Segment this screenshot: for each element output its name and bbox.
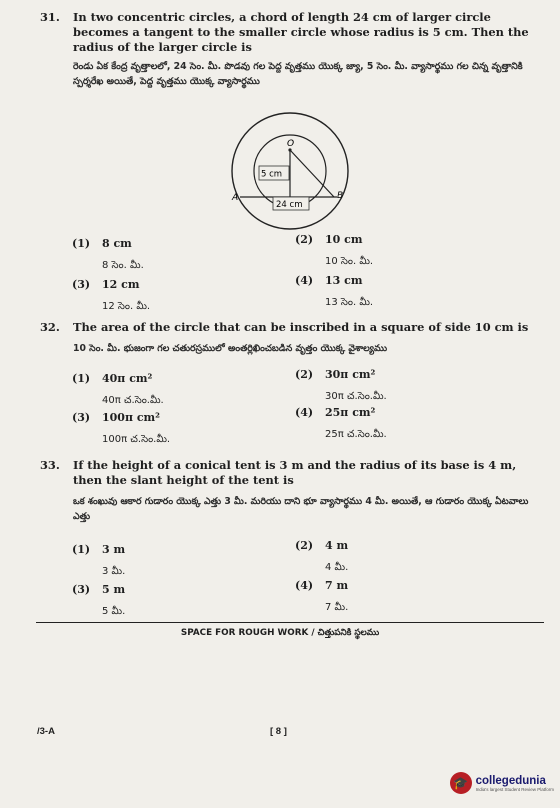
- concentric-circles-diagram: [228, 108, 358, 238]
- logo-name: collegedunia: [475, 774, 546, 787]
- question-number: 33.: [40, 458, 60, 472]
- ob-line: [290, 150, 334, 197]
- logo-tagline: India's largest Student Review Platform: [475, 786, 554, 792]
- q31-option-4[interactable]: (4) 13 cm 13 సెం. మీ.: [295, 274, 374, 308]
- q31-option-2[interactable]: (2) 10 cm 10 సెం. మీ.: [295, 233, 374, 267]
- question-number: 32.: [40, 320, 60, 334]
- question-telugu: రెండు ఏక కేంద్ర వృత్తాలలో, 24 సెం. మీ. పొడవు గల పెద్ద వృత్తము యొక్క జ్యా, 5 సెం. మీ. వ్యాసార్థము గల చిన్న వృత్తానికి స్పర్శరేఖ అయితే, పెద్ద వృత్తము యొక్క వ్యాసార్థము: [73, 61, 523, 87]
- q33-option-3[interactable]: (3) 5 m 5 మీ.: [72, 583, 126, 617]
- q33-option-4[interactable]: (4) 7 m 7 మీ.: [295, 579, 349, 613]
- question-31: [40, 10, 545, 89]
- q33-option-1[interactable]: (1) 3 m 3 మీ.: [72, 543, 126, 577]
- q31-option-3[interactable]: (3) 12 cm 12 సెం. మీ.: [72, 278, 151, 312]
- collegedunia-logo: [450, 772, 554, 794]
- q32-option-3[interactable]: (3) 100π cm² 100π చ.సెం.మీ.: [72, 411, 171, 445]
- graduation-cap-icon: 🎓: [450, 772, 472, 794]
- label-b: B: [337, 191, 344, 201]
- question-text: In two concentric circles, a chord of length 24 cm of larger circle becomes a tangent to the smaller circle whose radius is 5 cm. Then the radius of the larger circle is: [73, 10, 529, 54]
- rough-work-label: SPACE FOR ROUGH WORK / చిత్తుపనికి స్థలము: [180, 628, 380, 638]
- question-text: If the height of a conical tent is 3 m and the radius of its base is 4 m, then the slant height of the tent is: [73, 458, 517, 487]
- question-33: [40, 458, 545, 524]
- page-number: [ 8 ]: [270, 726, 287, 737]
- label-o: O: [287, 139, 295, 149]
- q32-option-4[interactable]: (4) 25π cm² 25π చ.సెం.మీ.: [295, 406, 387, 440]
- question-32: [40, 320, 545, 356]
- question-telugu: ఒక శంఖువు ఆకార గుడారం యొక్క ఎత్తు 3 మీ. మరియు దాని భూ వ్యాసార్థము 4 మీ. అయితే, ఆ గుడారం యొక్క ఏటవాలు ఎత్తు: [73, 496, 529, 522]
- q32-option-1[interactable]: (1) 40π cm² 40π చ.సెం.మీ.: [72, 372, 164, 406]
- section-divider: [36, 622, 544, 623]
- q32-option-2[interactable]: (2) 30π cm² 30π చ.సెం.మీ.: [295, 368, 387, 402]
- label-radius: 5 cm: [261, 169, 283, 180]
- q31-option-1[interactable]: (1) 8 cm 8 సెం. మీ.: [72, 237, 144, 271]
- label-a: A: [232, 193, 239, 203]
- q33-option-2[interactable]: (2) 4 m 4 మీ.: [295, 539, 349, 573]
- question-text: The area of the circle that can be inscribed in a square of side 10 cm is: [73, 320, 529, 334]
- paper-code: /3-A: [37, 726, 55, 737]
- label-chord: 24 cm: [276, 200, 303, 210]
- question-number: 31.: [40, 10, 60, 24]
- question-telugu: 10 సెం. మీ. భుజంగా గల చతురస్రములో అంతర్లిఖించబడిన వృత్తం యొక్క వైశాల్యము: [73, 343, 388, 354]
